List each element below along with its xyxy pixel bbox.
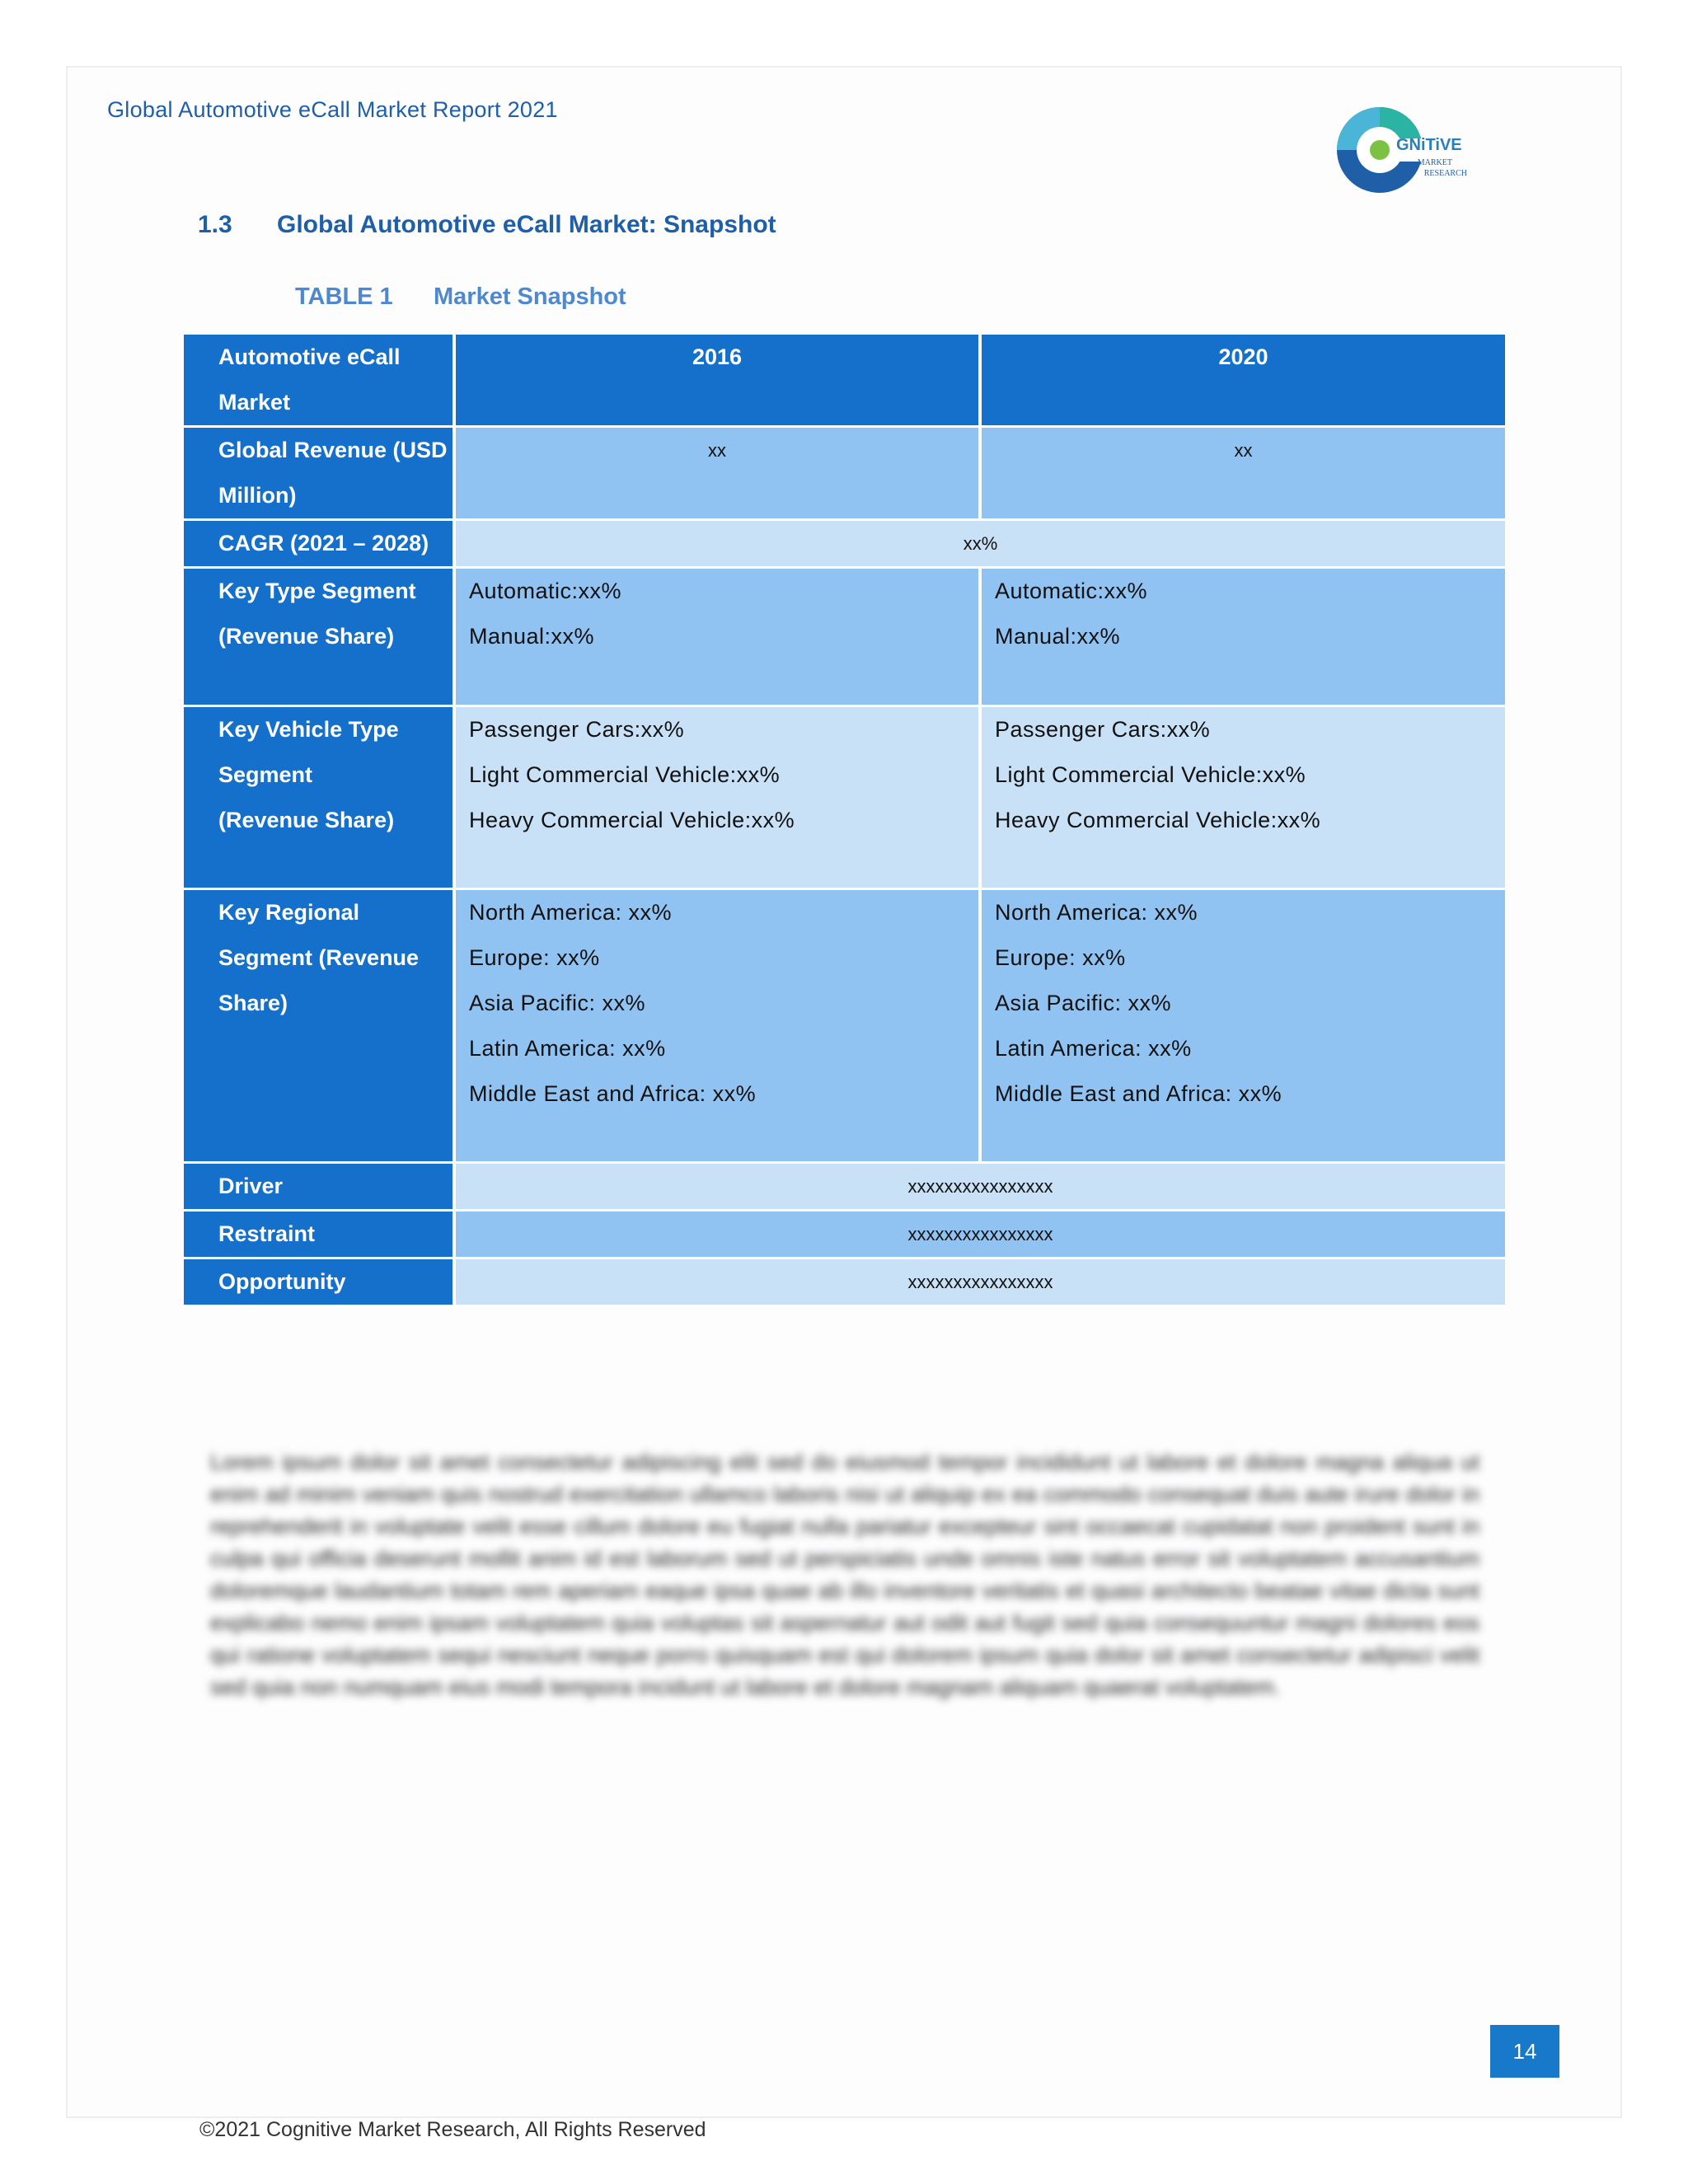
list-item: North America: xx% — [995, 900, 1198, 925]
table-row-cagr — [184, 521, 1505, 569]
table-row-type — [184, 569, 1505, 707]
table-caption-title: Market Snapshot — [434, 284, 626, 310]
footer-copyright: ©2021 Cognitive Market Research, All Rights Reserved — [199, 2118, 706, 2141]
page-number: 14 — [1490, 2025, 1559, 2078]
region-label-line3: Share) — [218, 991, 288, 1015]
header-market-line2: Market — [218, 390, 291, 415]
header-2020-cell: 2020 — [982, 335, 1505, 428]
header-market-cell — [184, 335, 456, 428]
vehicle-label-line3: (Revenue Share) — [218, 808, 395, 832]
list-item: Middle East and Africa: xx% — [469, 1081, 757, 1106]
list-item: Light Commercial Vehicle:xx% — [469, 762, 781, 787]
revenue-label-line2: Million) — [218, 483, 297, 508]
restraint-value: xxxxxxxxxxxxxxxx — [456, 1212, 1505, 1259]
svg-text:RESEARCH: RESEARCH — [1423, 169, 1467, 178]
driver-value: xxxxxxxxxxxxxxxx — [456, 1164, 1505, 1212]
cagr-label: CAGR (2021 – 2028) — [184, 521, 456, 569]
vehicle-label — [184, 707, 456, 890]
list-item: Automatic:xx% — [995, 579, 1148, 603]
opportunity-label: Opportunity — [184, 1259, 456, 1307]
revenue-2016: xx — [456, 428, 982, 521]
list-item: Passenger Cars:xx% — [995, 717, 1211, 742]
list-item: Middle East and Africa: xx% — [995, 1081, 1282, 1106]
list-item: Passenger Cars:xx% — [469, 717, 685, 742]
type-2016 — [456, 569, 982, 707]
list-item: Latin America: xx% — [995, 1036, 1192, 1061]
svg-text:MARKET: MARKET — [1417, 158, 1452, 167]
svg-text:GNiTiVE: GNiTiVE — [1396, 136, 1462, 154]
list-item: Manual:xx% — [995, 624, 1121, 649]
type-label — [184, 569, 456, 707]
vehicle-2016 — [456, 707, 982, 890]
list-item: North America: xx% — [469, 900, 673, 925]
list-item: Asia Pacific: xx% — [469, 991, 646, 1015]
region-label-line1: Key Regional — [218, 900, 360, 925]
table-caption — [295, 284, 626, 311]
section-heading — [198, 211, 776, 239]
region-label-line2: Segment (Revenue — [218, 945, 420, 970]
section-title: Global Automotive eCall Market: Snapshot — [277, 211, 776, 238]
opportunity-value: xxxxxxxxxxxxxxxx — [456, 1259, 1505, 1307]
header-market-line1: Automotive eCall — [218, 344, 401, 369]
table-header-row — [184, 335, 1505, 428]
table-row-vehicle — [184, 707, 1505, 890]
cognitive-market-research-logo — [1329, 99, 1489, 202]
cagr-value: xx% — [456, 521, 1505, 569]
list-item: Heavy Commercial Vehicle:xx% — [469, 808, 795, 832]
list-item: Latin America: xx% — [469, 1036, 666, 1061]
list-item: Europe: xx% — [995, 945, 1126, 970]
table-row-opportunity — [184, 1259, 1505, 1307]
section-number: 1.3 — [198, 211, 232, 238]
report-header-title: Global Automotive eCall Market Report 2021 — [107, 97, 558, 122]
revenue-2020: xx — [982, 428, 1505, 521]
revenue-label-line1: Global Revenue (USD — [218, 438, 448, 462]
table-row-region — [184, 890, 1505, 1164]
table-row-revenue — [184, 428, 1505, 521]
region-label — [184, 890, 456, 1164]
table-row-driver — [184, 1164, 1505, 1212]
type-label-line2: (Revenue Share) — [218, 624, 395, 649]
market-snapshot-table — [184, 335, 1505, 1307]
table-caption-label: TABLE 1 — [295, 284, 393, 310]
list-item: Manual:xx% — [469, 624, 595, 649]
vehicle-label-line2: Segment — [218, 762, 313, 787]
vehicle-2020 — [982, 707, 1505, 890]
list-item: Asia Pacific: xx% — [995, 991, 1172, 1015]
revenue-label — [184, 428, 456, 521]
region-2020 — [982, 890, 1505, 1164]
vehicle-label-line1: Key Vehicle Type — [218, 717, 399, 742]
table-row-restraint — [184, 1212, 1505, 1259]
header-2016-cell: 2016 — [456, 335, 982, 428]
list-item: Light Commercial Vehicle:xx% — [995, 762, 1306, 787]
restraint-label: Restraint — [184, 1212, 456, 1259]
blurred-paragraph: Lorem ipsum dolor sit amet consectetur adipiscing elit sed do eiusmod tempor incididunt ut labore et dolore magna aliqua ut enim ad minim veniam quis nostrud exercitation ullamco laboris nisi ut aliquip ex ea commodo consequat duis aute irure dolor in reprehenderit in voluptate velit esse cillum dolore eu fugiat nulla pariatur excepteur sint occaecat cupidatat non proident sunt in culpa qui officia deserunt mollit anim id est laborum sed ut perspiciatis unde omnis iste natus error sit voluptatem accusantium doloremque laudantium totam rem aperiam eaque ipsa quae ab illo inventore veritatis et quasi architecto beatae vitae dicta sunt explicabo nemo enim ipsam voluptatem quia voluptas sit aspernatur aut odit aut fugit sed quia consequuntur magni dolores eos qui ratione voluptatem sequi nesciunt neque porro quisquam est qui dolorem ipsum quia dolor sit amet consectetur adipisci velit sed quia non numquam eius modi tempora incidunt ut labore et dolore magnam aliquam quaerat voluptatem. — [210, 1450, 1479, 1699]
list-item: Heavy Commercial Vehicle:xx% — [995, 808, 1321, 832]
list-item: Automatic:xx% — [469, 579, 622, 603]
region-2016 — [456, 890, 982, 1164]
type-label-line1: Key Type Segment — [218, 579, 416, 603]
driver-label: Driver — [184, 1164, 456, 1212]
type-2020 — [982, 569, 1505, 707]
list-item: Europe: xx% — [469, 945, 600, 970]
